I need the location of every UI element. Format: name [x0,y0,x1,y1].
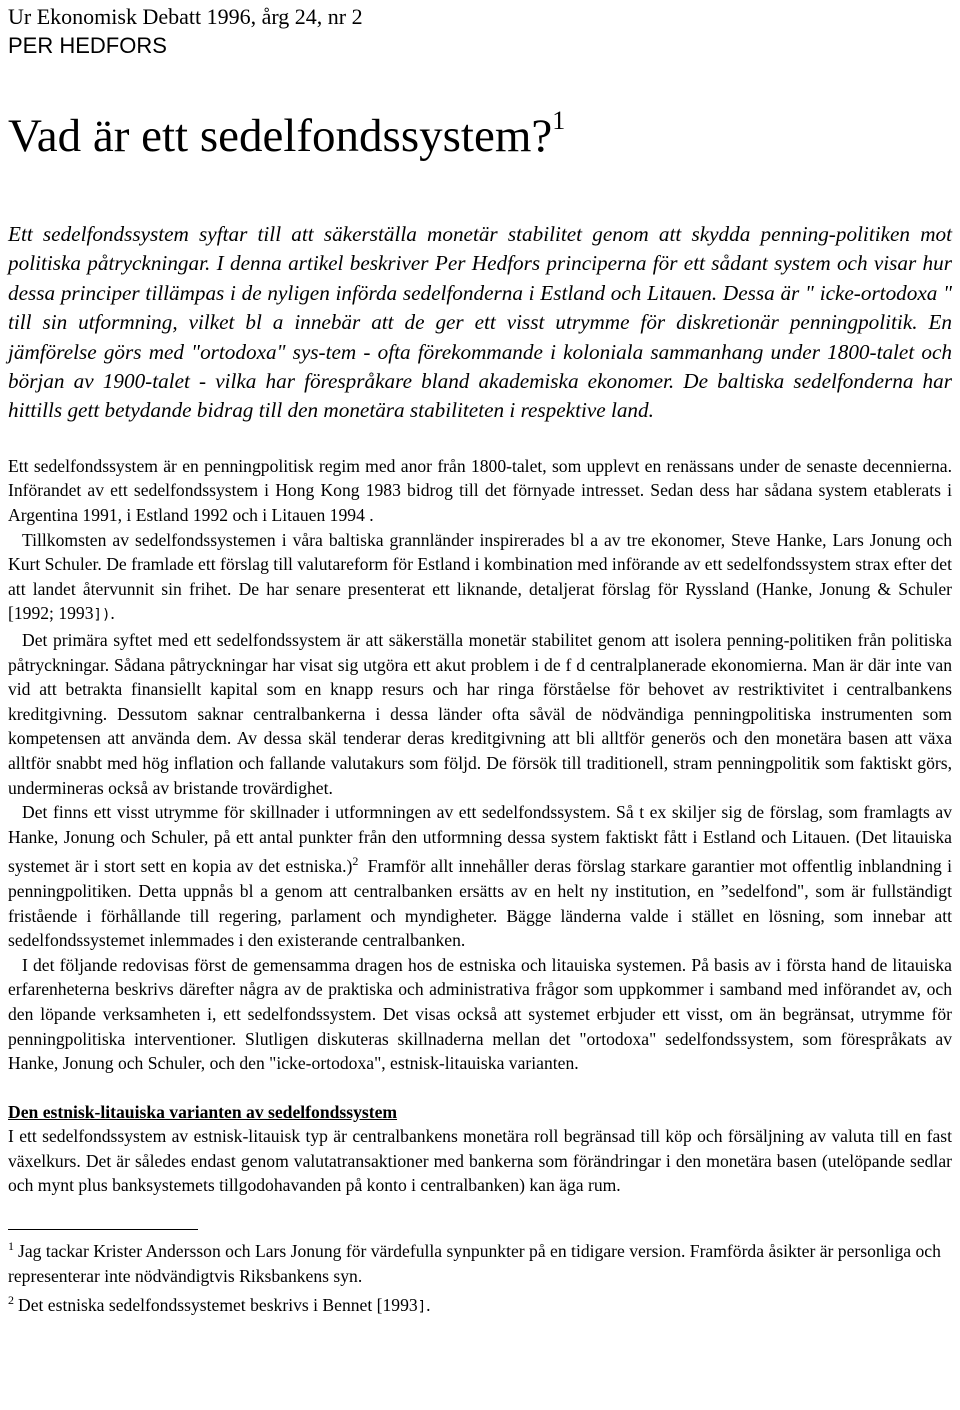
footnote-divider [8,1229,198,1230]
body-paragraph-5: I det följande redovisas först de gemensamma dragen hos de estniska och litauiska systemen. På basis av i första hand de litauiska erfarenheterna beskrivs därefter några av de praktiska och administrativa frågor som uppkommer i samband med införandet av, och den löpande verksamheten i, ett sedelfondssystem. Det visas också att systemet erbjuder ett visst, om än begränsat, utrymme för penningpolitiska interventioner. Slutligen diskuteras skillnaderna mellan det "ortodoxa" sedelfondssystem, som förespråkats av Hanke, Jonung och Schuler, och den "icke-ortodoxa", estnisk-litauiska varianten. [8,954,952,1074]
body-paragraph-4 [8,800,952,953]
body-paragraph-2-text: Tillkomsten av sedelfondssystemen i våra baltiska grannländer inspirerades bl a av tre ekonomer, Steve Hanke, Lars Jonung och Kurt Schuler. De framlade ett förslag till valutareform för Estland i kombination med införande av ett sedelfondssystem strax efter det att landet återvunnit sin frihet. De har senare presenterat ett liknande, detaljerat förslag för Ryssland (Hanke, Jonung & Schuler [1992; 1993 [8,529,952,624]
footnotes [8,1234,952,1320]
footnote-1 [8,1234,952,1288]
footnote-2 [8,1288,952,1320]
footnote-2-bracket: ] [417,1299,427,1316]
footnote-ref-2[interactable]: 2 [352,854,359,869]
article-title-text: Vad är ett sedelfondssystem? [8,110,553,162]
title-footnote-ref[interactable]: 1 [552,106,566,135]
article-title [8,93,952,164]
body-paragraph-1: Ett sedelfondssystem är en penningpolitisk regim med anor från 1800-talet, som upplevt en renässans under de senaste decennierna. Införandet av ett sedelfondssystem i Hong Kong 1983 bidrog till det förnyade intresset. Sedan dess har sådana system etablerats i Argentina 1991, i Estland 1992 och i Litauen 1994 . [8,455,952,526]
footnote-2-number: 2 [8,1293,14,1308]
body-paragraph-2-bracket: ]) [93,607,111,624]
body-paragraph-3: Det primära syftet med ett sedelfondssystem är att säkerställa monetär stabilitet genom att isolera penning-politiken från politiska påtryckningar. Sådana påtryckningar har visat sig utgöra ett akut problem i de f d centralplanerade ekonomierna. Man är där inte van vid att betrakta finansiellt kapital som en knapp resurs och har ringa förståelse för behovet av restriktivitet i centralbankens kreditgivning. Dessutom saknar centralbankerna i dessa länder ofta såväl de nödvändiga penningpolitiska instrumenten som kompetensen att använda dem. Av dessa skäl tenderar deras kreditgivning att bli alltför generös och den monetära basen att växa alltför snabbt med hög inflation och fallande valutakurs som följd. De försök till traditionell, stram penningpolitik som faktiskt görs, undermineras också av bristande trovärdighet. [8,630,952,798]
section-paragraph-1: I ett sedelfondssystem av estnisk-litauisk typ är centralbankens monetära roll begränsad till köp och försäljning av valuta till en fast växelkurs. Det är således endast genom valutatransaktioner med bankerna som förändringar i den monetära basen (utelöpande sedlar och mynt plus banksystemets tillgodohavanden på konto i centralbanken) kan äga rum. [8,1126,952,1196]
author-name: PER HEDFORS [8,33,167,58]
body-paragraph-2 [8,528,952,628]
footnote-2-text: Det estniska sedelfondssystemet beskrivs i Bennet [1993 [18,1295,418,1316]
section-heading: Den estnisk-litauiska varianten av sedelfondssystem [8,1101,398,1122]
source-line: Ur Ekonomisk Debatt 1996, årg 24, nr 2 [8,4,363,29]
footnote-2-end: . [426,1295,431,1316]
body-paragraph-4-text-b: Framför allt innehåller deras förslag starkare garantier mot offentlig inblandning i penningpolitiken. Detta uppnås bl a genom att centralbanken ersätts av en helt ny institution, en ”sedelfond", som är fullständigt fristående i förhållande till regering, parlament och myndigheter. Bägge länderna valde i stället en lösning, som innebar att sedelfondssystemet inlemmades i den existerande centralbanken. [8,856,953,951]
footnote-1-number: 1 [8,1239,14,1254]
abstract: Ett sedelfondssystem syftar till att säkerställa monetär stabilitet genom att skydda penning-politiken mot politiska påtryckningar. I denna artikel beskriver Per Hedfors principerna för ett sådant system och visar hur dessa principer tillämpas i de nyligen införda sedelfonderna i Estland och Litauen. Dessa är " icke-ortodoxa " till sin utformning, vilket bl a innebär att de ger ett visst utrymme för diskretionär penningpolitik. En jämförelse görs med "ortodoxa" sys-tem - ofta förekommande i koloniala sammanhang under 1800-talet och början av 1900-talet - vilka har förespråkare bland akademiska ekonomer. De baltiska sedelfonderna har hittills gett betydande bidrag till den monetära stabiliteten i respektive land. [8,222,952,423]
footnote-1-text: Jag tackar Krister Andersson och Lars Jonung för värdefulla synpunkter på en tidigare version. Framförda åsikter är personliga och representerar inte nödvändigtvis Riksbankens syn. [8,1241,941,1286]
body-paragraph-4-text-a: Det finns ett visst utrymme för skillnader i utformningen av ett sedelfondssystem. Så t ex skiljer sig de förslag, som framlagts av Hanke, Jonung och Schuler, på ett antal punkter från den utformning dessa system faktiskt fått i Estland och Litauen. (Det litauiska systemet är i stort sett en kopia av det estniska.) [8,802,952,877]
body-paragraph-2-end: . [110,603,115,624]
